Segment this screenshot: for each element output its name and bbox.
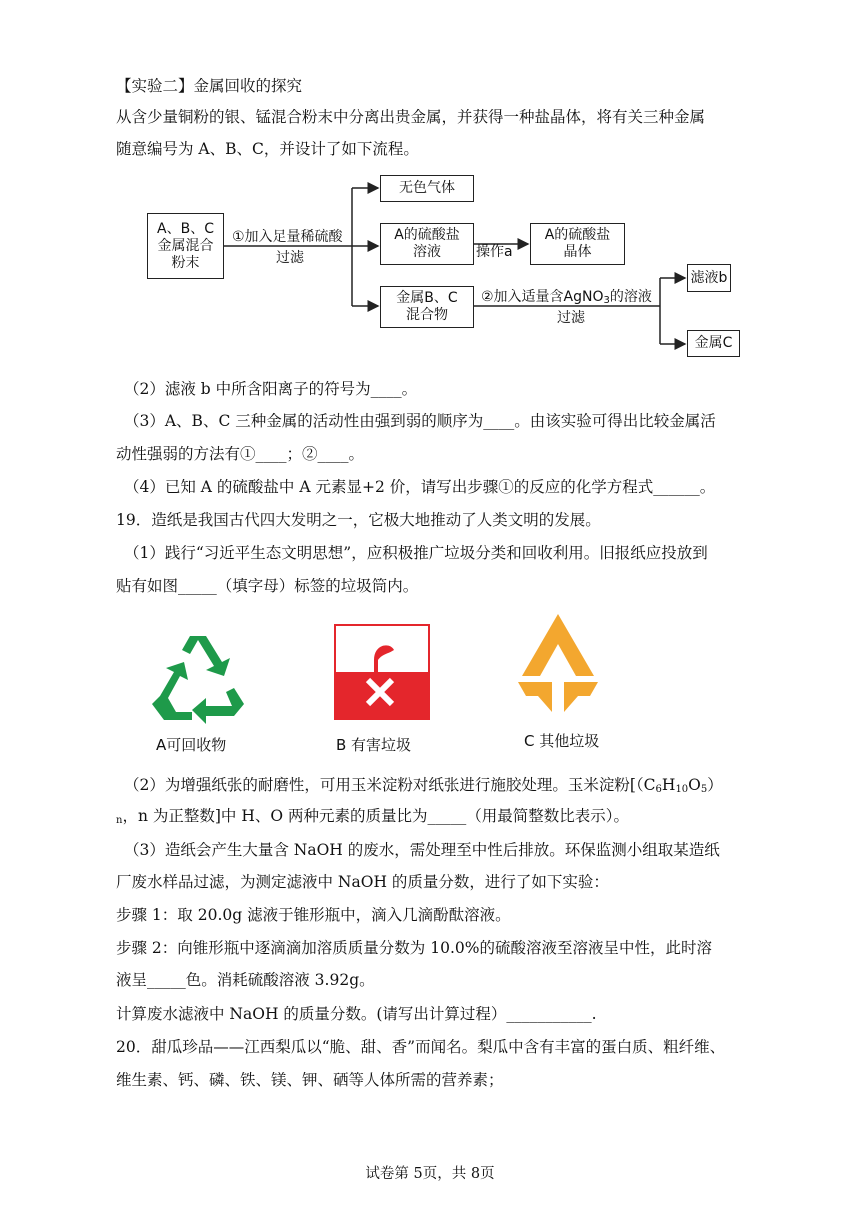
question-20-line-2: 维生素、钙、磷、铁、镁、钾、硒等人体所需的营养素； [116,1071,504,1089]
question-20-line-1: 20．甜瓜珍品——江西梨瓜以“脆、甜、香”而闻名。梨瓜中含有丰富的蛋白质、粗纤维、 [116,1038,726,1056]
question-19-3-line-2: 厂废水样品过滤，为测定滤液中 NaOH 的质量分数，进行了如下实验： [116,873,609,891]
question-3-line-2: 动性强弱的方法有①____；②____。 [116,445,365,463]
question-19-2-line-1: （2）为增强纸张的耐磨性，可用玉米淀粉对纸张进行施胶处理。玉米淀粉[$(C_6H_{10}O_5)$ [124,776,723,795]
recycle-icon [148,632,248,724]
box-filtrate-b: 滤液b [687,264,731,292]
box-a-solution: A的硫酸盐 溶液 [380,223,474,265]
question-19-1-line-2: 贴有如图_____（填字母）标签的垃圾筒内。 [116,577,419,595]
hazard-icon [334,624,430,720]
page-footer: 试卷第 5页，共 8页 [365,1166,495,1182]
step2-filter-label: 过滤 [557,310,585,326]
section-title: 【实验二】金属回收的探究 [116,77,303,95]
recycle-label: A可回收物 [156,736,227,754]
question-19-2-line-2: $_n$，n 为正整数]中 H、O 两种元素的质量比为_____（用最简整数比表示）。 [116,807,629,826]
step2-label: ②加入适量含AgNO$_3$的溶液 [481,289,652,306]
hazard-label: B 有害垃圾 [336,736,412,754]
calculation-prompt: 计算废水滤液中 NaOH 的质量分数。(请写出计算过程）___________. [116,1005,597,1023]
step-2-line-2: 液呈_____色。消耗硫酸溶液 3.92g。 [116,971,375,989]
step1-label: ①加入足量稀硫酸 [232,229,343,245]
operation-a-label: 操作a [476,244,513,260]
question-3-line-1: （3）A、B、C 三种金属的活动性由强到弱的顺序为____。由该实验可得出比较金属活 [124,412,716,430]
question-19: 19．造纸是我国古代四大发明之一，它极大地推动了人类文明的发展。 [116,511,601,529]
other-waste-label: C 其他垃圾 [524,732,600,750]
question-19-3-line-1: （3）造纸会产生大量含 NaOH 的废水，需处理至中性后排放。环保监测小组取某造纸 [124,841,720,859]
question-19-1-line-1: （1）践行“习近平生态文明思想”，应积极推广垃圾分类和回收利用。旧报纸应投放到 [124,544,708,562]
step1-filter-label: 过滤 [276,250,304,266]
question-2: （2）滤液 b 中所含阳离子的符号为____。 [124,380,418,398]
step-2-line-1: 步骤 2：向锥形瓶中逐滴滴加溶质质量分数为 10.0%的硫酸溶液至溶液呈中性，此时溶 [116,939,712,957]
box-metal-c: 金属C [687,330,740,357]
box-bc-mixture: 金属B、C 混合物 [380,286,474,328]
intro-line-2: 随意编号为 A、B、C，并设计了如下流程。 [116,140,419,158]
box-a-crystal: A的硫酸盐 晶体 [530,223,625,265]
box-gas: 无色气体 [380,175,474,202]
other-waste-icon [512,612,604,720]
intro-line-1: 从含少量铜粉的银、锰混合粉末中分离出贵金属，并获得一种盐晶体，将有关三种金属 [116,108,706,126]
question-4: （4）已知 A 的硫酸盐中 A 元素显+2 价，请写出步骤①的反应的化学方程式______。 [124,478,716,496]
step-1: 步骤 1：取 20.0g 滤液于锥形瓶中，滴入几滴酚酞溶液。 [116,906,511,924]
box-mixture: A、B、C 金属混合 粉末 [147,213,224,279]
